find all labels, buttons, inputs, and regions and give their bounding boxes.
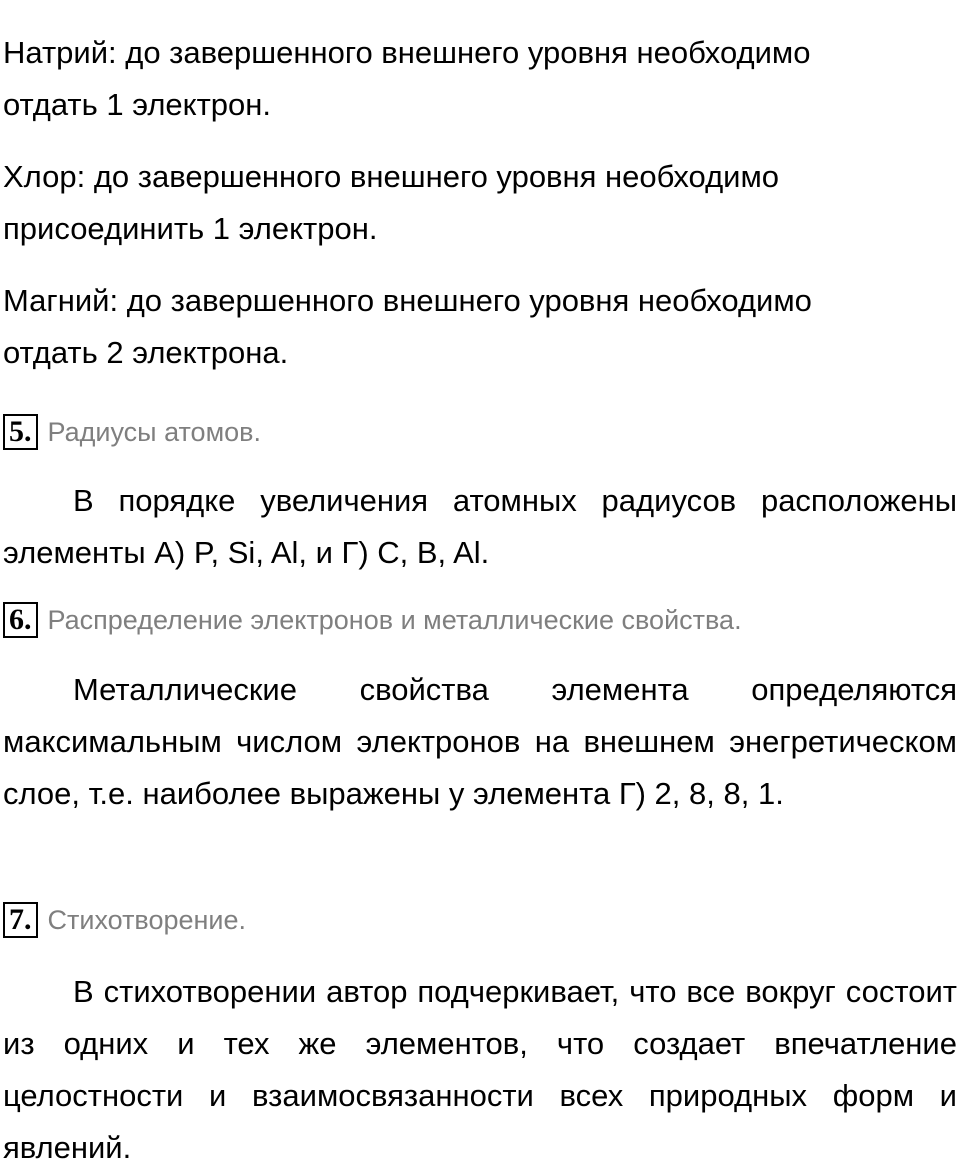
chlorine-paragraph: Хлор: до завершенного внешнего уровня необходимо присоединить 1 электрон. [3,159,780,246]
section-6-body: Металлические свойства элемента определяются максимальным числом электронов на внешнем энегретическом слое, т.е. наиболее выражены у элемента Г) 2, 8, 8, 1. [3,672,957,811]
section-7-title: Стихотворение. [47,904,247,935]
section-5-title: Радиусы атомов. [47,416,261,447]
sodium-paragraph: Натрий: до завершенного внешнего уровня необходимо отдать 1 электрон. [3,35,811,122]
section-7-number: 7. [3,902,38,938]
section-6-number: 6. [3,602,38,638]
magnesium-paragraph: Магний: до завершенного внешнего уровня необходимо отдать 2 электрона. [3,283,812,370]
section-5-body: В порядке увеличения атомных радиусов расположены элементы А) P, Si, Al, и Г) C, B, Al. [3,483,957,570]
section-7-heading [3,898,246,942]
section-7-body: В стихотворении автор подчеркивает, что все вокруг состоит из одних и тех же элементов, что создает впечатление целостности и взаимосвязанности всех природных форм и явлений. [3,974,957,1165]
section-6-heading [3,598,742,642]
section-5-number: 5. [3,414,38,450]
section-6-title: Распределение электронов и металлические свойства. [47,604,742,635]
section-5-heading [3,410,261,454]
